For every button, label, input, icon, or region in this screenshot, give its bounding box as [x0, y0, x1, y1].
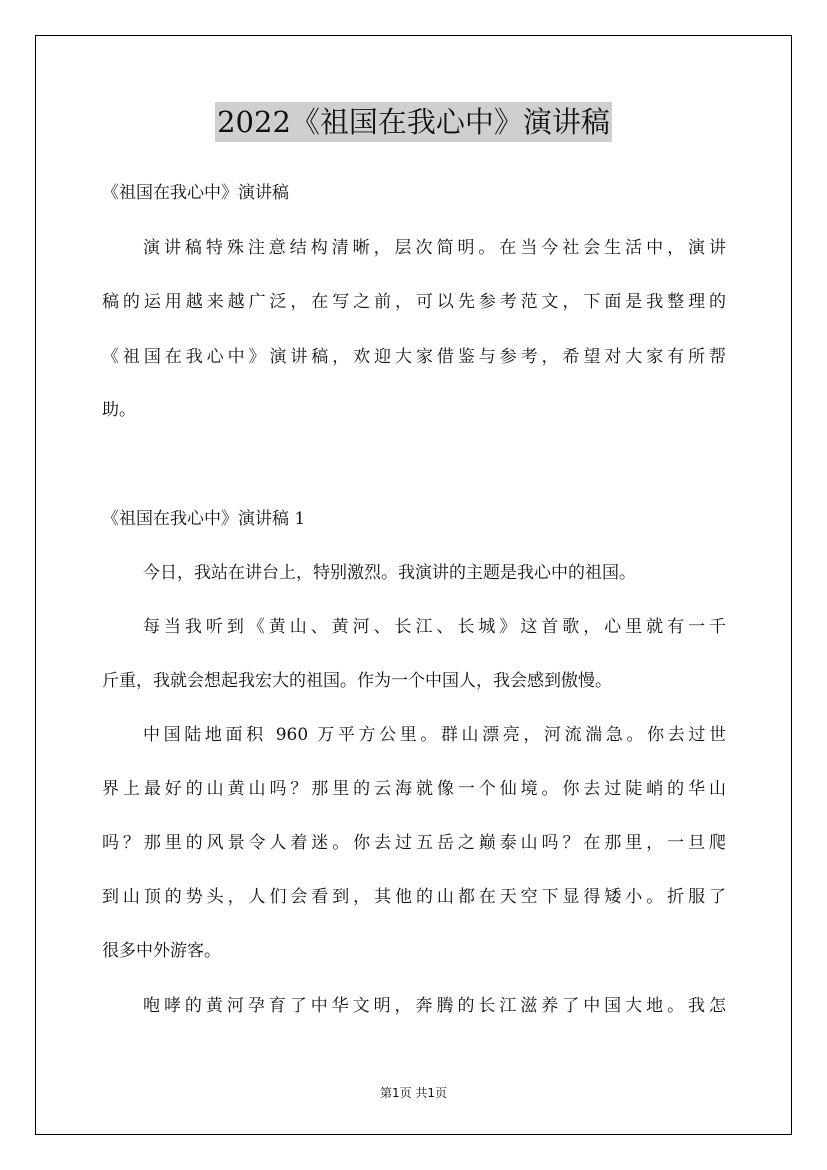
intro-line-1: 演讲稿特殊注意结构清晰，层次简明。在当今社会生活中，演讲 — [143, 238, 726, 258]
body-line-2: 每当我听到《黄山、黄河、长江、长城》这首歌，心里就有一千 — [143, 617, 726, 637]
body-line-5: 界上最好的山黄山吗？那里的云海就像一个仙境。你去过陡峭的华山 — [102, 779, 726, 799]
intro-line-4: 助。 — [102, 400, 136, 420]
body-line-1: 今日，我站在讲台上，特别激烈。我演讲的主题是我心中的祖国。 — [143, 563, 636, 583]
section-title: 《祖国在我心中》演讲稿 1 — [102, 509, 306, 529]
intro-line-3: 《祖国在我心中》演讲稿，欢迎大家借鉴与参考，希望对大家有所帮 — [102, 347, 726, 367]
body-line-3: 斤重，我就会想起我宏大的祖国。作为一个中国人，我会感到傲慢。 — [102, 671, 612, 691]
document-title: 2022《祖国在我心中》演讲稿 — [215, 102, 612, 142]
body-line-4: 中国陆地面积 960 万平方公里。群山漂亮，河流湍急。你去过世 — [143, 725, 726, 745]
intro-line-2: 稿的运用越来越广泛，在写之前，可以先参考范文，下面是我整理的 — [102, 292, 726, 312]
subtitle: 《祖国在我心中》演讲稿 — [102, 183, 289, 203]
body-line-7: 到山顶的势头，人们会看到，其他的山都在天空下显得矮小。折服了 — [102, 887, 726, 907]
title-container — [0, 102, 827, 142]
body-line-6: 吗？那里的风景令人着迷。你去过五岳之巅泰山吗？在那里，一旦爬 — [102, 833, 726, 853]
page-footer: 第1页 共1页 — [379, 1086, 448, 1100]
body-line-8: 很多中外游客。 — [102, 941, 221, 961]
body-line-9: 咆哮的黄河孕育了中华文明，奔腾的长江滋养了中国大地。我怎 — [143, 996, 726, 1016]
